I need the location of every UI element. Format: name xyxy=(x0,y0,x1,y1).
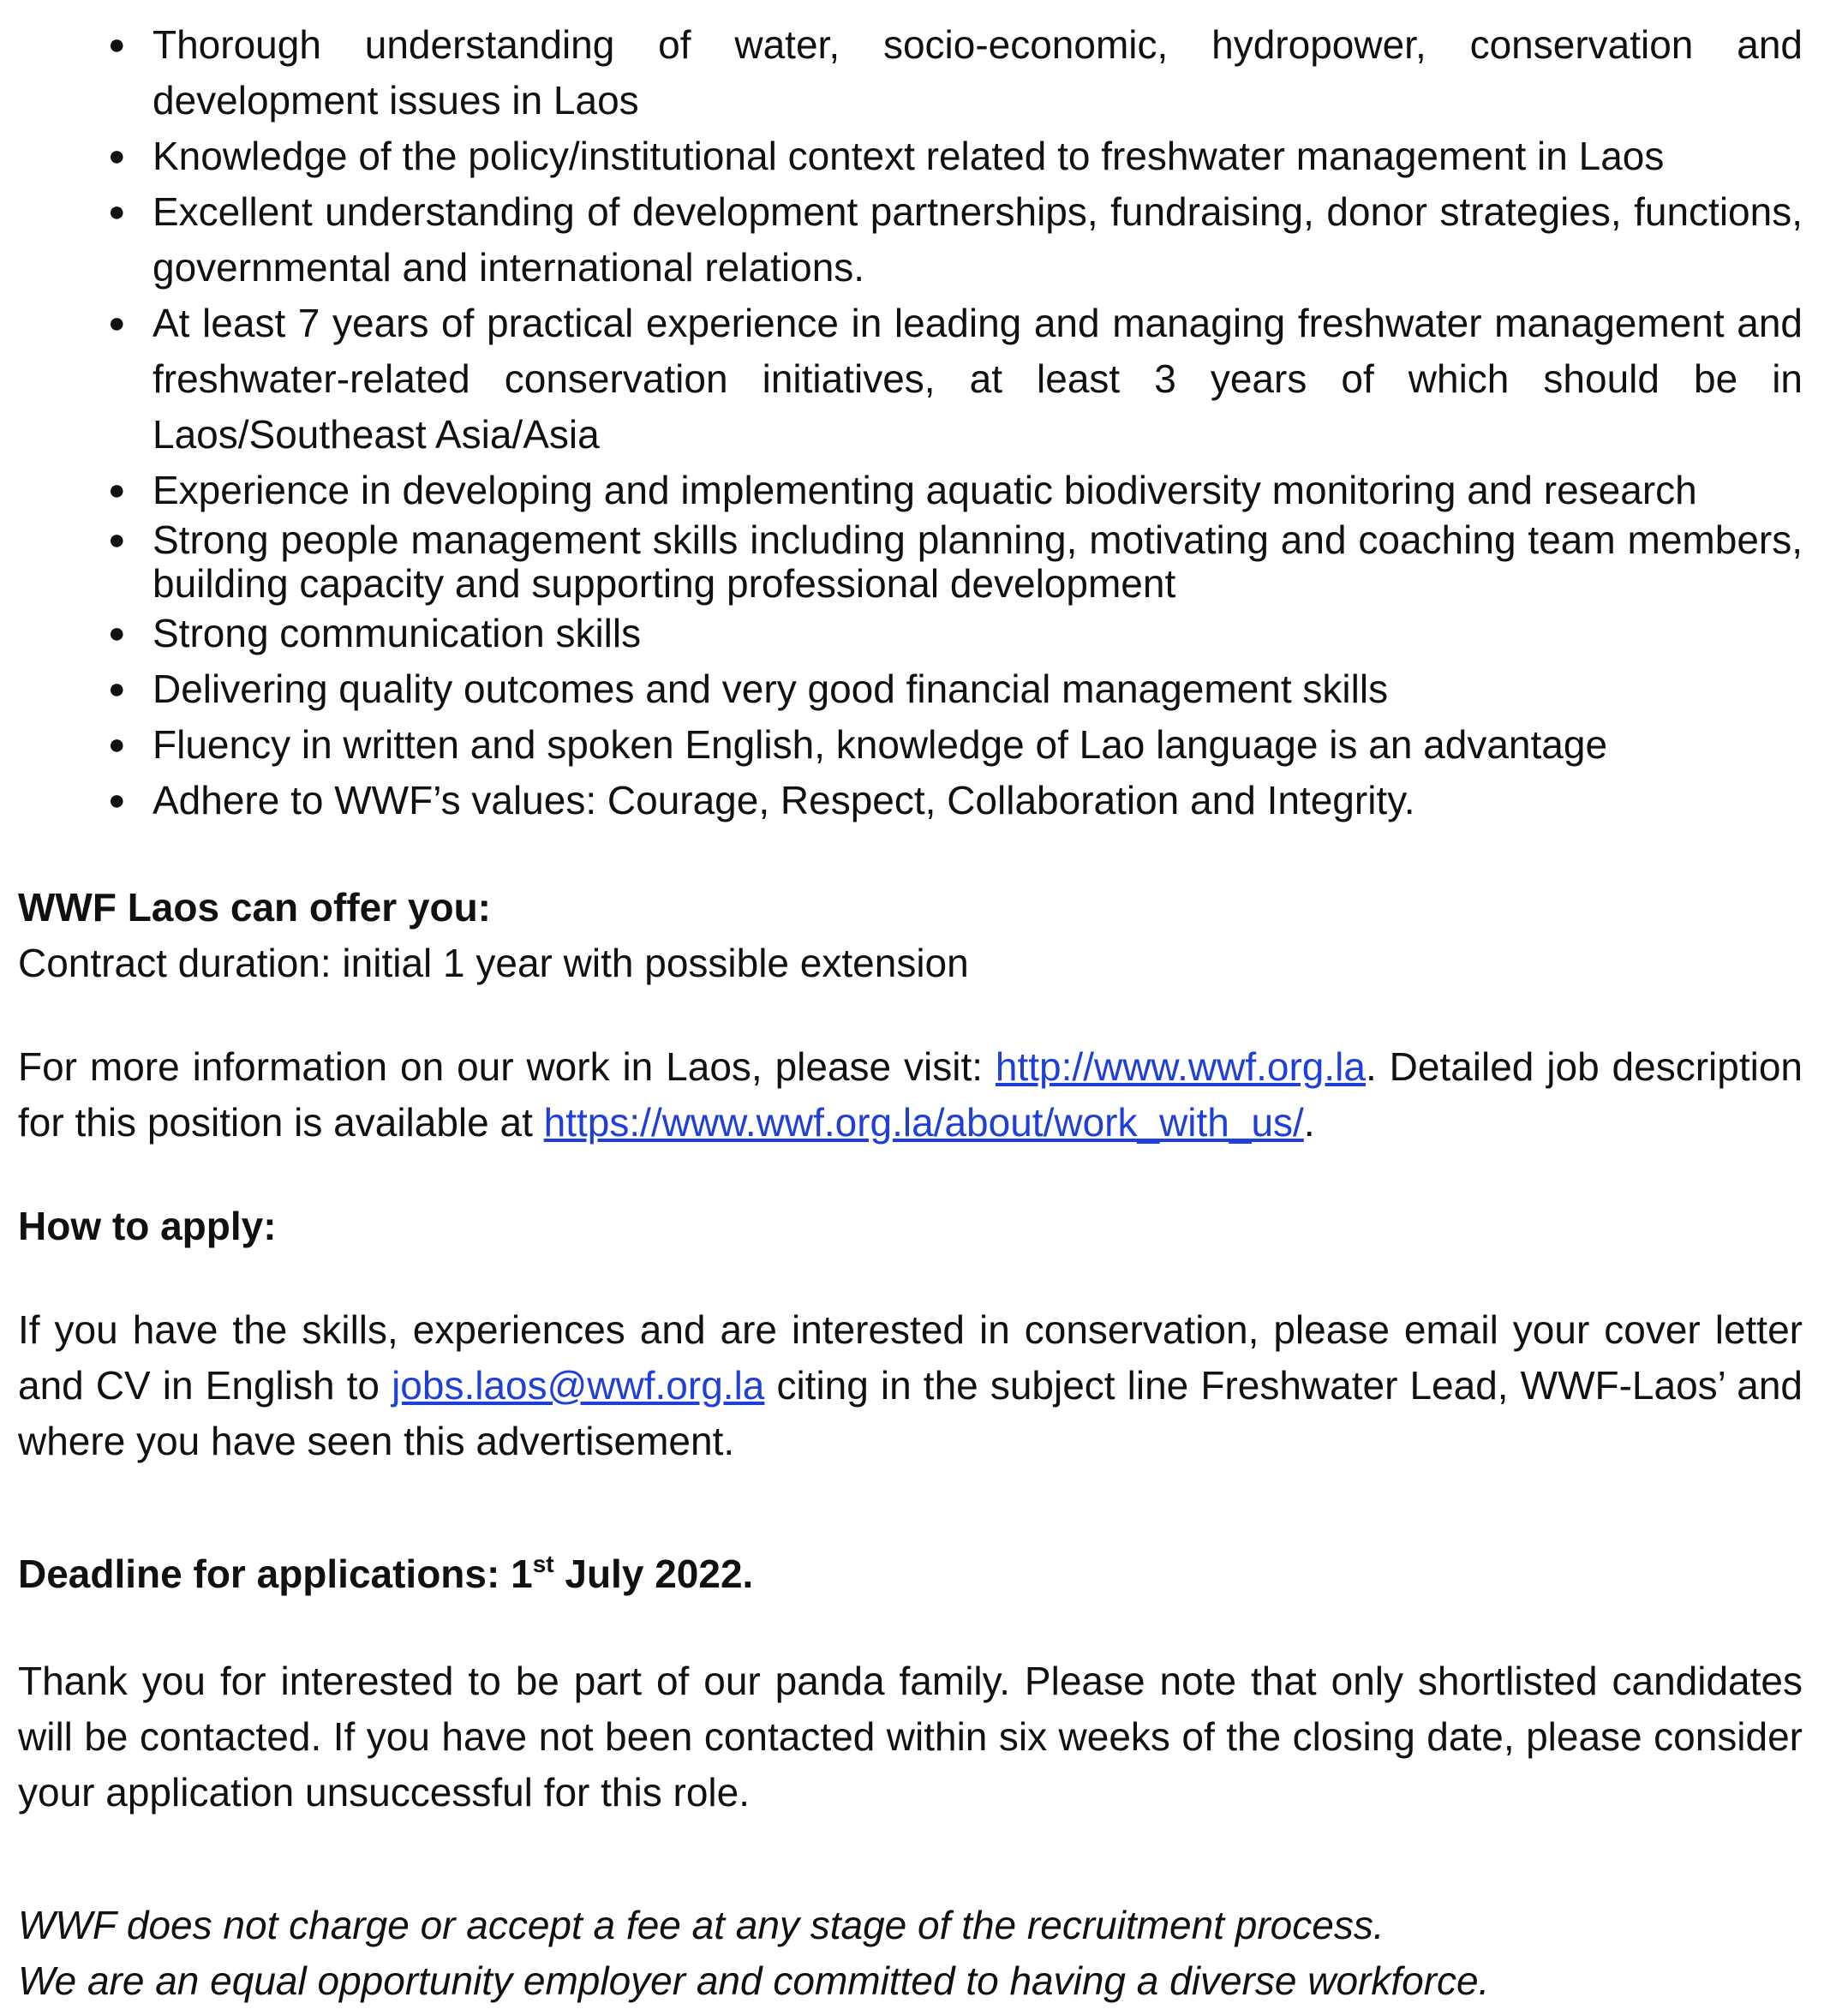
deadline-text: Deadline for applications: 1 xyxy=(18,1552,533,1596)
bullet-icon: ● xyxy=(108,474,126,506)
list-item-text: Knowledge of the policy/institutional context related to freshwater management in Laos xyxy=(153,134,1665,178)
email-link[interactable]: jobs.laos@wwf.org.la xyxy=(392,1363,765,1408)
list-item-text: At least 7 years of practical experience in leading and managing freshwater management and freshwater-related conservation initiatives, at least 3 years of which should be in Laos/Southeast Asia/Asia xyxy=(153,301,1803,457)
apply-heading: How to apply: xyxy=(18,1204,277,1248)
list-item-text: Fluency in written and spoken English, knowledge of Lao language is an advantage xyxy=(153,722,1608,767)
fee-disclaimer: WWF does not charge or accept a fee at any stage of the recruitment process. xyxy=(18,1903,1385,1947)
bullet-icon: ● xyxy=(108,523,126,556)
info-text: . Detailed job description for this position is available at xyxy=(18,1044,1803,1145)
list-item xyxy=(18,518,1803,606)
list-item xyxy=(18,296,1803,463)
document-page xyxy=(18,17,1803,2009)
info-text: For more information on our work in Laos, please visit: xyxy=(18,1044,996,1089)
list-item-text: Delivering quality outcomes and very good financial management skills xyxy=(153,667,1389,711)
apply-text: citing in the subject line Freshwater Lead, WWF-Laos’ and where you have seen this advertisement. xyxy=(18,1363,1803,1463)
info-paragraph xyxy=(18,1039,1803,1151)
bullet-icon: ● xyxy=(108,140,126,172)
bullet-icon: ● xyxy=(108,28,126,61)
list-item xyxy=(18,606,1803,661)
list-item-text: Thorough understanding of water, socio-economic, hydropower, conservation and development issues in Laos xyxy=(153,22,1803,123)
list-item-text: Strong people management skills including planning, motivating and coaching team members, building capacity and supporting professional development xyxy=(153,517,1803,606)
website-link[interactable]: http://www.wwf.org.la xyxy=(995,1044,1366,1089)
list-item xyxy=(18,661,1803,717)
bullet-icon: ● xyxy=(108,195,126,228)
bullet-icon: ● xyxy=(108,784,126,816)
bullet-icon: ● xyxy=(108,617,126,649)
list-item xyxy=(18,17,1803,129)
list-item-text: Experience in developing and implementing aquatic biodiversity monitoring and research xyxy=(153,468,1697,512)
info-text: . xyxy=(1303,1100,1315,1145)
list-item xyxy=(18,717,1803,773)
thanks-paragraph: Thank you for interested to be part of our panda family. Please note that only shortlisted candidates will be contacted. If you have not been contacted within six weeks of the closing date, please consider your application unsuccessful for this role. xyxy=(18,1659,1803,1815)
requirements-list xyxy=(18,17,1803,828)
offer-heading: WWF Laos can offer you: xyxy=(18,885,491,930)
deadline-heading xyxy=(18,1546,1803,1602)
bullet-icon: ● xyxy=(108,673,126,705)
deadline-superscript: st xyxy=(532,1551,554,1577)
apply-paragraph xyxy=(18,1302,1803,1469)
deadline-text: July 2022. xyxy=(553,1552,754,1596)
list-item-text: Excellent understanding of development partnerships, fundraising, donor strategies, functions, governmental and international relations. xyxy=(153,189,1803,290)
list-item-text: Adhere to WWF’s values: Courage, Respect, Collaboration and Integrity. xyxy=(153,778,1415,822)
bullet-icon: ● xyxy=(108,728,126,761)
equal-opportunity-statement: We are an equal opportunity employer and committed to having a diverse workforce. xyxy=(18,1958,1490,2003)
contract-duration: Contract duration: initial 1 year with possible extension xyxy=(18,941,969,985)
list-item-text: Strong communication skills xyxy=(153,611,642,655)
job-description-link[interactable]: https://www.wwf.org.la/about/work_with_us/ xyxy=(543,1100,1304,1145)
list-item xyxy=(18,129,1803,184)
list-item xyxy=(18,184,1803,296)
bullet-icon: ● xyxy=(108,307,126,339)
apply-text: If you have the skills, experiences and are interested in conservation, please email your cover letter and CV in English to xyxy=(18,1307,1803,1408)
list-item xyxy=(18,463,1803,518)
list-item xyxy=(18,773,1803,828)
